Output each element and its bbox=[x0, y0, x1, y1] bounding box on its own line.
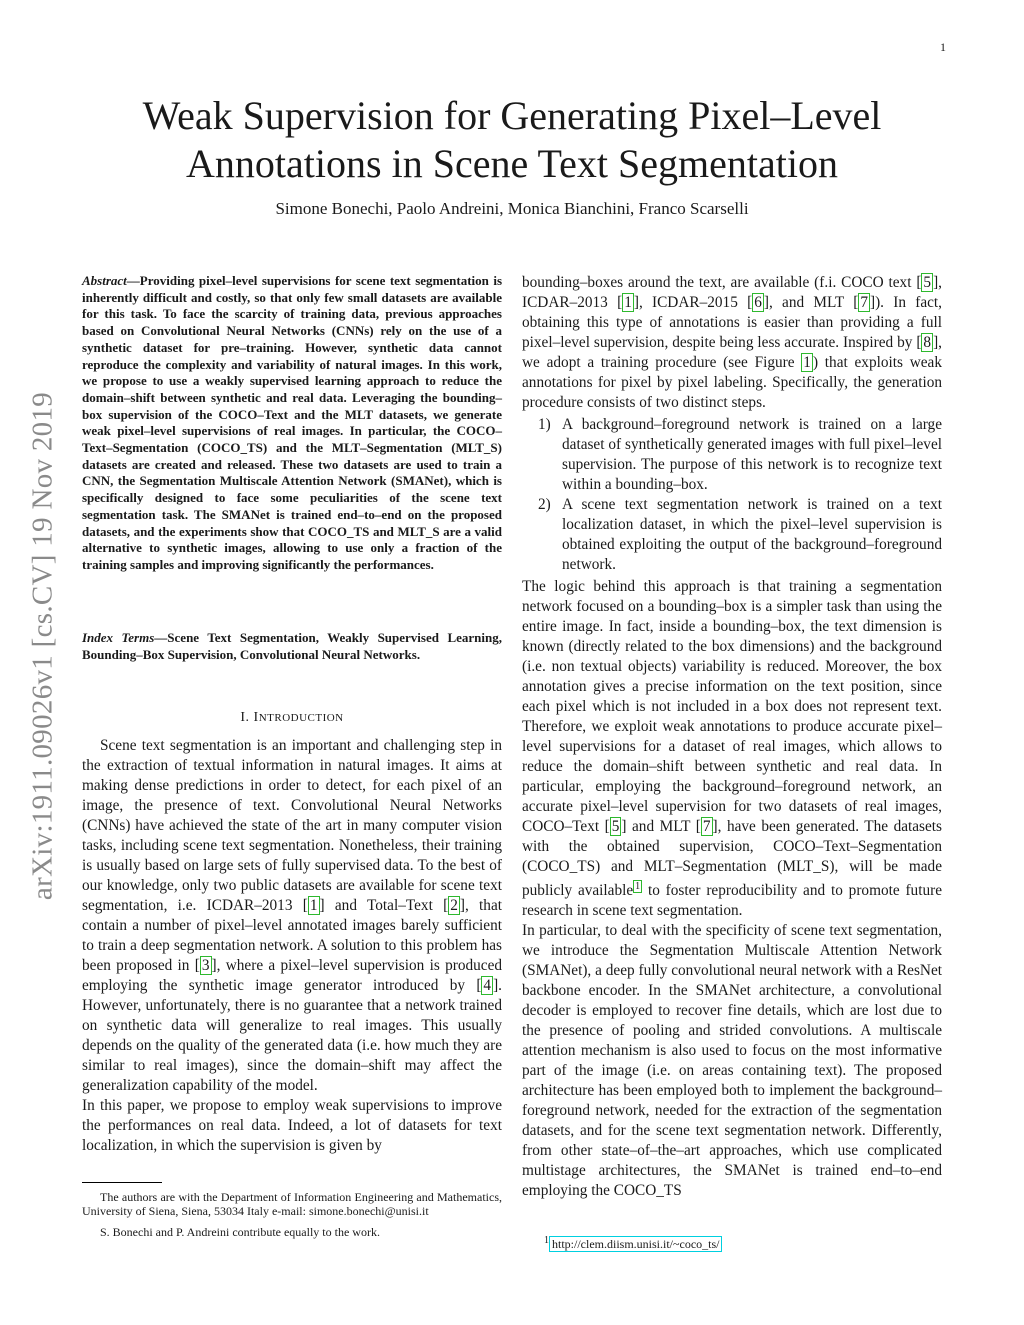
abstract-label: Abstract bbox=[82, 273, 127, 288]
citation-link[interactable]: 2 bbox=[450, 897, 458, 914]
figure-link[interactable]: 1 bbox=[803, 354, 811, 371]
right-paragraph-1: bounding–boxes around the text, are available (f.i. COCO text [ 5 ], ICDAR–2013 [ 1 ], ICDAR–2015 [ 6 ], and MLT [ 7 ]). In fact, obtaining this type of annotations is easier than providing a full pixel–level supervision, despite being less accurate. Inspired by [ 8 ], we adopt a training procedure (see Figure 1 ) that exploits weak annotations for pixel by pixel labeling. Specifically, the generation procedure consists of two distinct steps. bbox=[522, 274, 942, 411]
citation-link[interactable]: 5 bbox=[923, 274, 932, 291]
citation-link[interactable]: 1 bbox=[624, 294, 632, 311]
citation-link[interactable]: 3 bbox=[201, 957, 210, 974]
footnote-divider bbox=[82, 1182, 162, 1183]
index-terms-text: —Scene Text Segmentation, Weakly Supervised Learning, Bounding–Box Supervision, Convolutional Neural Networks. bbox=[82, 630, 502, 662]
citation-link[interactable]: 1 bbox=[309, 897, 318, 914]
intro-paragraph-2: In this paper, we propose to employ weak supervisions to improve the performances on real data. Indeed, a lot of datasets for text localization, in which the supervision is given by bbox=[82, 1097, 502, 1154]
index-terms bbox=[82, 630, 502, 663]
footnotes-left bbox=[82, 1190, 502, 1239]
intro-paragraph-1: Scene text segmentation is an important and challenging step in the extraction of textual information in natural images. It aims at making dense predictions in order to detect, for each pixel of an image, the presence of text. Convolutional Neural Networks (CNNs) have achieved the state of the art in many computer vision tasks, including scene text segmentation. Nonetheless, their training is usually based on large sets of fully supervised data. To the best of our knowledge, only two public datasets are available for scene text segmentation, i.e. ICDAR–2013 [ 1 ] and Total–Text [ 2 ], that contain a number of pixel–level annotated images barely sufficient to train a deep segmentation network. A solution to this problem has been proposed in [ 3 ], where a pixel–level supervision is produced employing the synthetic image generator introduced by [ 4 ]. However, unfortunately, there is no guarantee that a network trained on synthetic data will generalize to real images. This usually depends on the quality of the generated data (i.e. how much they are similar to real images), since the domain–shift may affect the generalization capability of the model. bbox=[82, 737, 503, 1094]
arxiv-id: arXiv:1911.09026v1 [cs.CV] 19 Nov 2019 bbox=[26, 391, 59, 901]
title-line-1: Weak Supervision for Generating Pixel–Level bbox=[142, 93, 882, 138]
citation-link[interactable]: 8 bbox=[923, 334, 932, 351]
index-terms-label: Index Terms bbox=[82, 630, 155, 645]
right-paragraph-2: The logic behind this approach is that training a segmentation network focused on a bounding–box is a simpler task than using the entire image. In fact, inside a bounding–box, the text dimension is known (directly related to the box dimensions) and the background (i.e. non textual objects) variability is reduced. Moreover, the box annotation gives a precise information on the text position, since each pixel which is not included in a box does not represent text. Therefore, we exploit weak annotations to produce accurate pixel–level supervisions for a dataset of real images, which allows to reduce the domain–shift between synthetic and real data. In particular, employing the background–foreground network, an accurate pixel–level supervision for two datasets of real images, COCO–Text [ 5 ] and MLT [ 7 ], have been generated. The datasets with the obtained supervision, COCO–Text–Segmentation (COCO_TS) and MLT–Segmentation (MLT_S), will be made publicly available $^1$ to foster reproducibility and to promote future research in scene text segmentation. bbox=[522, 578, 943, 920]
abstract bbox=[82, 273, 502, 574]
citation-link[interactable]: 4 bbox=[483, 977, 492, 994]
author-list: Simone Bonechi, Paolo Andreini, Monica Bianchini, Franco Scarselli bbox=[275, 199, 749, 218]
abstract-text: —Providing pixel–level supervisions for scene text segmentation is inherently difficult and costly, so that only few small datasets are available for this task. To face the scarcity of training data, previous approaches based on Convolutional Neural Networks (CNNs) rely on the use of a synthetic dataset for pre–training. However, synthetic data cannot reproduce the complexity and variability of natural images. In this work, we propose to use a weakly supervised learning approach to reduce the domain–shift between synthetic and real data. Leveraging the bounding–box supervision of the COCO–Text and the MLT datasets, we generate weak pixel–level supervisions of real images. In particular, the COCO–Text–Segmentation (COCO_TS) and the MLT–Segmentation (MLT_S) datasets are created and released. These two datasets are used to train a CNN, the Segmentation Multiscale Attention Network (SMANet), which is specifically designed to face some peculiarities of the scene text segmentation task. The SMANet is trained end–to–end on the proposed datasets, and the experiments show that COCO_TS and MLT_S are a valid alternative to synthetic images, allowing to use only a fraction of the training samples and improving significantly the performances. bbox=[82, 273, 502, 572]
footnote-link[interactable]: 1 bbox=[635, 881, 641, 892]
url-link[interactable]: http://clem.diism.unisi.it/~coco_ts/ bbox=[549, 1236, 722, 1252]
right-paragraph-3: In particular, to deal with the specificity of scene text segmentation, we introduce the Segmentation Multiscale Attention Network (SMANet), a deep fully convolutional neural network with a ResNet backbone encoder. In the SMANet architecture, a convolutional decoder is employed to recover fine details, which are lost due to the presence of pooling and strided convolutions. A multiscale attention mechanism is also used to focus on the most informative part of the image (i.e. on areas containing text). The proposed architecture has been employed both to implement the background–foreground network, needed for the extraction of the segmentation datasets, and for the scene text segmentation network. Differently, from other state–of–the–art approaches, which use complicated multistage architectures, the SMANet is trained end–to–end employing the COCO_TS bbox=[522, 922, 942, 1200]
footnote-affiliation: The authors are with the Department of Information Engineering and Mathematics, University of Siena, Siena, 53034 Italy e-mail: simone.bonechi@unisi.it bbox=[82, 1190, 502, 1218]
right-column bbox=[522, 273, 942, 1201]
footnote-equal-contribution: S. Bonechi and P. Andreini contribute equally to the work. bbox=[100, 1225, 380, 1239]
list-item: 1) A background–foreground network is trained on a large dataset of synthetically generated images with full pixel–level supervision. The purpose of this network is to recognize text within a bounding–box. bbox=[538, 416, 942, 493]
citation-link[interactable]: 5 bbox=[611, 818, 620, 835]
arxiv-watermark bbox=[8, 346, 78, 946]
page-number: 1 bbox=[940, 40, 946, 54]
citation-link[interactable]: 7 bbox=[860, 294, 868, 311]
list-item: 2) A scene text segmentation network is trained on a text localization dataset, in which the pixel–level supervision is obtained exploiting the output of the background–foreground network. bbox=[538, 496, 942, 573]
introduction-body bbox=[82, 736, 502, 1156]
citation-link[interactable]: 6 bbox=[754, 294, 762, 311]
footnote-url: $^1$ http://clem.diism.unisi.it/~coco_ts/ bbox=[544, 1235, 722, 1252]
paper-title bbox=[0, 92, 1024, 188]
citation-link[interactable]: 7 bbox=[702, 818, 711, 835]
section-heading-introduction: I. INTRODUCTION bbox=[240, 710, 344, 725]
title-line-2: Annotations in Scene Text Segmentation bbox=[186, 141, 838, 186]
procedure-steps bbox=[522, 415, 942, 575]
